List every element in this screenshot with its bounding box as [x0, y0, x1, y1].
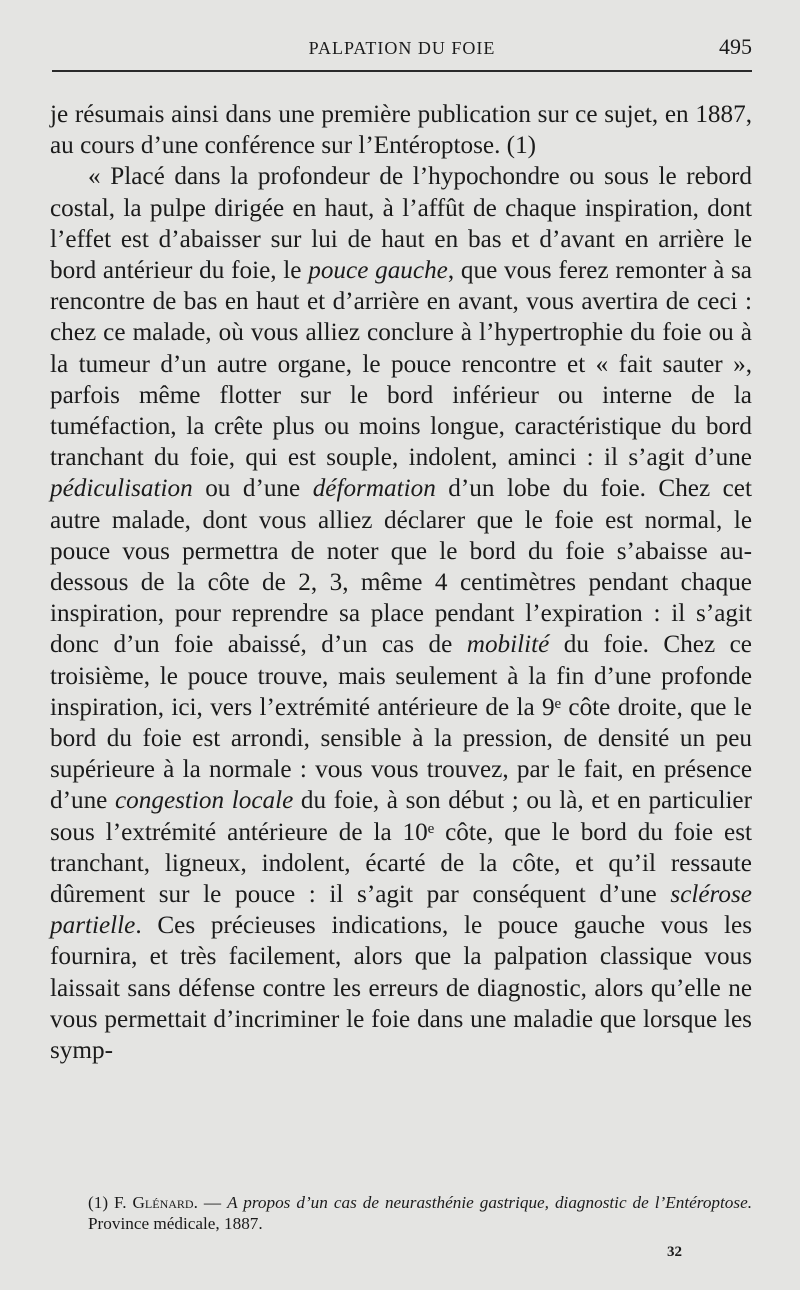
italic-term: congestion locale: [114, 787, 294, 815]
footnote-title: A propos d’un cas de neurasthénie gastrique, diagnostic de l’Entéroptose.: [227, 1193, 752, 1212]
text-run: , que vous ferez remonter à sa rencontre de bas en haut et d’arrière en avant, vous avertira de ceci : chez ce malade, où vous alliez conclure à l’hypertrophie du foie ou à la tumeur d’un autre organe, le pouce rencontre et « fait sauter », parfois même flotter sur le bord inférieur ou interne de la tuméfaction, la crête plus ou moins longue, caractéristique du bord tranchant du foie, qui est souple, indolent, aminci : il s’agit d’une: [50, 257, 752, 472]
footnote-author: F. Glénard.: [114, 1193, 198, 1212]
italic-term: pédiculisation: [50, 475, 193, 503]
footnote: [50, 1192, 752, 1234]
footnote-marker: (1): [88, 1193, 109, 1212]
paragraph-1-text: je résumais ainsi dans une première publication sur ce sujet, en 1887, au cours d’une conférence sur l’Entéroptose. (1): [50, 101, 752, 160]
italic-term: sclérose partielle: [50, 881, 752, 940]
header-rule: [52, 70, 752, 72]
italic-term: mobilité: [466, 631, 550, 659]
text-run: d’un lobe du foie. Chez cet autre malade, dont vous alliez déclarer que le foie est normal, le pouce vous permettra de noter que le bord du foie s’abaisse au-dessous de la côte de 2, 3, même 4 centimètres pendant chaque inspiration, pour reprendre sa place pendant l’expiration : il s’agit donc d’un foie abaissé, d’un cas de: [50, 475, 752, 659]
italic-term: pouce gauche: [308, 257, 448, 285]
text-run: . Ces précieuses indications, le pouce gauche vous les fournira, et très facilement, alors que la palpation classique vous laissait sans défense contre les erreurs de diagnostic, alors qu’elle ne vous permettait d’incriminer le foie dans une maladie que lorsque les symp-: [50, 912, 752, 1065]
page-number: 495: [719, 34, 752, 59]
footnote-dash: —: [197, 1193, 228, 1212]
body-text: [50, 99, 752, 1066]
footnote-text: [50, 1192, 752, 1234]
paragraph-1: [50, 99, 752, 161]
footnote-publication: Province médicale, 1887.: [88, 1214, 263, 1233]
text-run: ou d’une: [192, 475, 313, 503]
page-header: [52, 30, 752, 70]
text-run: du foie. Chez ce troisième, le pouce trouve, mais seulement à la fin d’une profonde inspiration, ici, vers l’extrémité antérieure de la 9ᵉ côte droite, que le bord du foie est arrondi, sensible à la pression, de densité un peu supérieure à la normale : vous vous trouvez, par le fait, en présence d’une: [50, 631, 752, 815]
running-title: PALPATION DU FOIE: [308, 38, 496, 58]
text-run: du foie, à son début ; ou là, et en particulier sous l’extrémité antérieure de la 10ᵉ côte, que le bord du foie est tranchant, ligneux, indolent, écarté de la côte, et qu’il ressaute dûrement sur le pouce : il s’agit par conséquent d’une: [50, 787, 753, 909]
text-run: « Placé dans la profondeur de l’hypochondre ou sous le rebord costal, la pulpe dirigée en haut, à l’affût de chaque inspiration, dont l’effet est d’abaisser sur lui de haut en bas et d’avant en arrière le bord antérieur du foie, le: [50, 163, 752, 285]
signature-mark: 32: [667, 1244, 682, 1260]
paragraph-2: [50, 161, 752, 1066]
italic-term: déformation: [312, 475, 436, 503]
